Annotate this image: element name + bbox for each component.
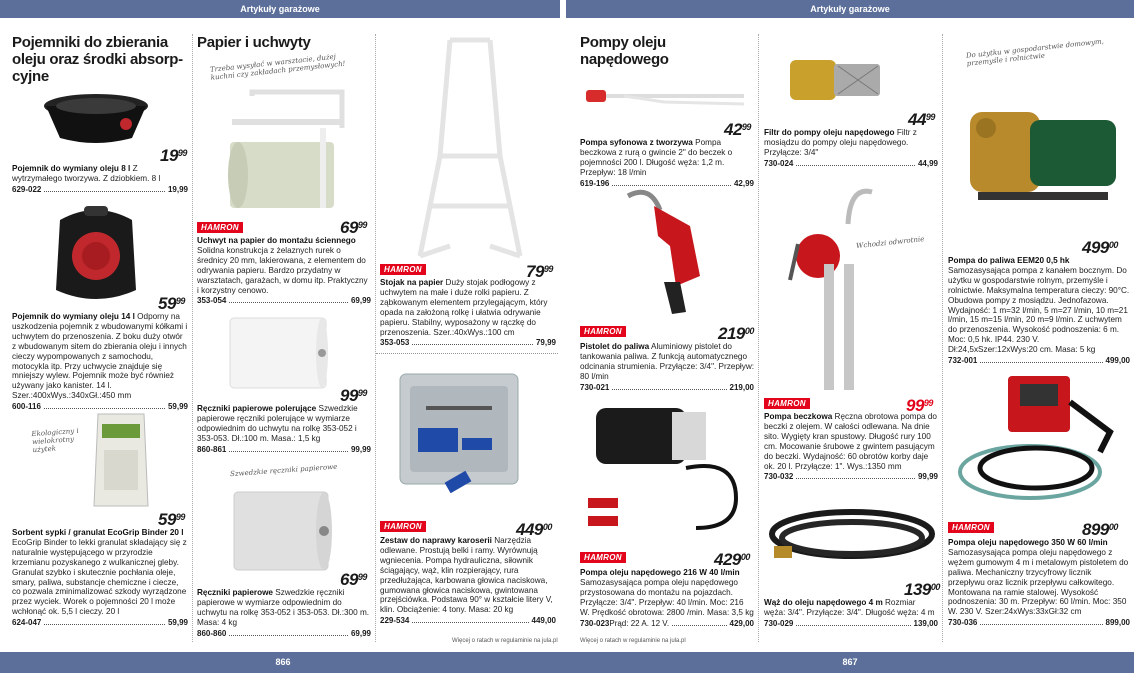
handwritten-note-paper: Trzeba wysyłać w warsztacie, dużej kuchni czy zakładach przemysłowych! <box>209 52 346 82</box>
product-p13 <box>764 412 938 482</box>
product-code-price: 429,00 <box>729 618 754 628</box>
product-name: Zestaw do naprawy karoserii <box>380 536 492 545</box>
brand-label: HAMRON <box>380 521 426 532</box>
product-code-price: 219,00 <box>729 382 754 392</box>
product-code-price: 69,99 <box>350 628 371 638</box>
brand-label: HAMRON <box>580 326 626 337</box>
sorbent-bag-image <box>92 410 150 510</box>
product-code: 730-023 <box>580 618 610 628</box>
product-name: Pistolet do paliwa <box>580 342 650 351</box>
price-p1: $19^{99}$ <box>160 146 187 165</box>
product-code: 619-196 <box>580 178 610 188</box>
column-divider <box>942 34 943 642</box>
product-description: Szwedzkie papierowe ręczniki polerujące w wymiarze odpowiednim do uchwytu na rolkę 353-052 i 353-053. Dł.:100 m. Masa.: 1,5 kg <box>197 404 358 443</box>
product-code: 730-024 <box>764 158 794 168</box>
product-name: Sorbent sypki / granulat EcoGrip Binder 20 l <box>12 528 184 537</box>
barrel-pump-image <box>788 184 888 394</box>
product-code-price: 449,00 <box>531 616 556 626</box>
product-name: Pompa syfonowa z tworzywa <box>580 138 693 147</box>
price-p3: $59^{99}$ <box>158 510 185 529</box>
product-description: Odporny na uszkodzenia pojemnik z wbudowanymi kółkami i uchwytem do przenoszenia. Z boku duży otwór z wbudowanym sitem do zbierania oleju i innych cieczy wypompowanych z samochodu, motocykla itp. Przy uchwycie znajduje się mniejszy wylew. Pojemnik może być również używany jako kanister. 14 l. Szer.:400xWys.:340xGł.:450 mm <box>12 312 188 401</box>
fuel-nozzle-image <box>620 186 710 316</box>
right-header-bar <box>566 0 1134 18</box>
brand-label: HAMRON <box>580 552 626 563</box>
product-code-price: 19,99 <box>167 184 188 194</box>
left-footer-bar <box>0 652 566 673</box>
right-footer-bar <box>566 652 1134 673</box>
price-p7: $79^{99}$ <box>526 262 553 281</box>
left-page-number: 866 <box>275 657 291 667</box>
oil-container-14l-image <box>46 200 146 308</box>
column-divider <box>192 34 193 642</box>
product-p11 <box>580 568 754 629</box>
diesel-pump-350w-image <box>950 372 1128 508</box>
section-title-paper: Papier i uchwyty <box>197 34 311 51</box>
product-code: 732-001 <box>948 356 978 366</box>
product-name: Pompa beczkowa <box>764 412 833 421</box>
product-name: Pompa oleju napędowego 216 W 40 l/min <box>580 568 740 577</box>
handwritten-note-pump: Wchodzi odwrotnie <box>855 235 925 251</box>
product-code-price: 42,99 <box>733 178 754 188</box>
handwritten-note-sorbent: Ekologiczny i wielokrotny użytek <box>31 426 79 455</box>
product-description: Pompa beczkowa z rurą o gwincie 2" do beczek o pojemności 200 l. Długość węża: 1,2 m. Przepływ: 18 l/min <box>580 138 733 177</box>
product-description: Samozasysająca pompa oleju napędowego przystosowana do montażu na pojazdach. Przyłącze: 3/4". Przepływ: 40 l/min. Moc: 216 W. Prędkość obrotowa: 2800 /min. Masa: 3,5 kg <box>580 577 754 617</box>
brand-label: HAMRON <box>948 522 994 533</box>
product-code-extra: Prąd: 22 A. 12 V. <box>609 618 670 628</box>
product-name: Pojemnik do wymiany oleju 8 l <box>12 164 131 173</box>
product-code: 860-860 <box>197 628 227 638</box>
product-p2 <box>12 312 188 412</box>
column-divider <box>758 34 759 642</box>
product-code-price: 79,99 <box>535 338 556 348</box>
oil-drain-pan-image <box>36 88 156 148</box>
product-description: Rozmiar węża: 3/4". Przyłącze: 3/4". Długość węża: 4 m <box>764 598 935 617</box>
section-title-containers: Pojemniki do zbierania oleju oraz środki absorp-cyjne <box>12 34 183 85</box>
price-p5: $99^{99}$ <box>340 386 367 405</box>
product-name: Uchwyt na papier do montażu ściennego <box>197 236 356 245</box>
siphon-pump-image <box>584 84 752 110</box>
product-description: Szwedzkie ręczniki papierowe w wymiarze odpowiednim do uchwytu na rolkę 353-052 i 353-053. Dł.:300 m. Masa: 4 kg <box>197 588 370 627</box>
product-code: 353-054 <box>197 296 227 306</box>
price-p16: $899^{00}$ <box>1082 520 1118 539</box>
product-code: 730-032 <box>764 472 794 482</box>
price-p9: $42^{99}$ <box>724 120 751 139</box>
paper-stand-image <box>410 36 530 262</box>
product-name: Filtr do pompy oleju napędowego <box>764 128 895 137</box>
polishing-towel-roll-image <box>220 316 330 390</box>
price-p6: $69^{99}$ <box>340 570 367 589</box>
fuel-pump-eem20-image <box>960 92 1126 204</box>
footer-note-left: Więcej o ratach w regulaminie na jula.pl <box>452 638 558 644</box>
product-code: 353-053 <box>380 338 410 348</box>
product-p1 <box>12 164 188 195</box>
product-code-price: 899,00 <box>1105 618 1130 628</box>
right-header-title: Artykuły garażowe <box>810 4 890 14</box>
product-p15 <box>948 256 1130 366</box>
left-header-bar <box>0 0 560 18</box>
product-name: Ręczniki papierowe polerujące <box>197 404 317 413</box>
handwritten-note-towel: Szwedzkie ręczniki papierowe <box>229 462 338 479</box>
product-description: Z wytrzymałego tworzywa. Z dziobkiem. 8 l <box>12 164 161 183</box>
brand-label: HAMRON <box>197 222 243 233</box>
handwritten-note-eem: Do użytku w gospodarstwie domowym, przemyśle i rolnictwie <box>965 37 1105 68</box>
wall-paper-holder-image <box>222 88 352 212</box>
product-description: Solidna konstrukcja z żelaznych rurek o średnicy 20 mm, lakierowana, z elementem do odrywania papieru. Bardzo przydatny w warsztatach, garażach, w domu itp. Praktyczny i korzystny cenowo. <box>197 245 368 295</box>
fuel-filter-image <box>788 52 882 108</box>
brand-label: HAMRON <box>764 398 810 409</box>
product-p4 <box>197 236 371 306</box>
product-description: Samozasysająca pompa oleju napędowego z wężem gumowym 4 m i metalowym pistoletem do paliwa. Mechaniczny trzycyfrowy licznik przepływu oraz licznik przepływu całkowitego. Montowana na ramie stalowej. Wysokość podnoszenia: 30 m. Przepływ: 60 l/min. Moc: 350 W. 230 V. Szer:24xWys:33xGł:32 cm <box>948 547 1129 617</box>
product-p3 <box>12 528 188 628</box>
price-p12: $44^{99}$ <box>908 110 935 129</box>
price-p13: $99^{99}$ <box>906 396 933 415</box>
product-code: 629-022 <box>12 184 42 194</box>
product-code: 229-534 <box>380 616 410 626</box>
price-p8: $449^{00}$ <box>516 520 552 539</box>
diesel-hose-image <box>766 502 938 572</box>
product-p12 <box>764 128 938 169</box>
price-p15: $499^{00}$ <box>1082 238 1118 257</box>
brand-label: HAMRON <box>380 264 426 275</box>
row-divider <box>376 353 558 354</box>
price-p2: $59^{99}$ <box>158 294 185 313</box>
column-divider <box>375 34 376 642</box>
product-description: Ręczna obrotowa pompa do beczki z olejem. W całości odlewana. Na dnie sito. Wygięty kran spustowy. Długość rury 100 cm. Mocowanie śrubowe z gwintem pasującym do beczki. Wydajność: 60 obrotów korby daje ok. 20 l. Przyłącze: 1". Wys.:1350 mm <box>764 412 937 471</box>
product-name: Pompa do paliwa EEM20 0,5 hk <box>948 256 1070 265</box>
product-code-price: 99,99 <box>917 472 938 482</box>
left-header-title: Artykuły garażowe <box>240 4 320 14</box>
footer-note-right: Więcej o ratach w regulaminie na jula.pl <box>580 638 686 644</box>
product-code: 730-036 <box>948 618 978 628</box>
product-name: Wąż do oleju napędowego 4 m <box>764 598 883 607</box>
product-p14 <box>764 598 938 629</box>
product-code-price: 99,99 <box>350 444 371 454</box>
product-name: Stojak na papier <box>380 278 444 287</box>
product-description: EcoGrip Binder to lekki granulat składający się z naturalnie występującego w przyrodzie krzemianu pozyskanego z wulkanicznej gleby. Granulat szybko i skutecznie pochłania oleje, smary, paliwa, substancje chemiczne i ciecze, co pozwala zminimalizować szkody wyrządzone przez wyciek. Worek o pojemności 20 l może wchłonąć ok. 5,5 l cieczy. 20 l <box>12 537 187 617</box>
product-p5 <box>197 404 371 455</box>
price-p11: $429^{00}$ <box>714 550 750 569</box>
right-page-number: 867 <box>842 657 858 667</box>
product-name: Pompa oleju napędowego 350 W 60 l/min <box>948 538 1108 547</box>
product-description: Aluminiowy pistolet do tankowania paliwa. Z funkcją automatycznego odcinania strumienia. Przyłącze: 3/4". Przepływ: 80 l/min <box>580 342 755 381</box>
product-description: Duży stojak podłogowy z uchwytem na małe i duże rolki papieru. Z ząbkowanym elementem przylegającym, który opada na założoną rolkę i ułatwia odrywanie papieru. Stabilny, wyposażony w rączkę do przenoszenia. Szer.:40xWys.:100 cm <box>380 278 548 337</box>
product-code-price: 59,99 <box>167 618 188 628</box>
product-p8 <box>380 536 556 626</box>
product-code-price: 139,00 <box>913 618 938 628</box>
product-name: Ręczniki papierowe <box>197 588 273 597</box>
product-name: Pojemnik do wymiany oleju 14 l <box>12 312 135 321</box>
product-p10 <box>580 342 754 393</box>
price-p14: $139^{00}$ <box>904 580 940 599</box>
product-p16 <box>948 538 1130 628</box>
product-code-price: 499,00 <box>1105 356 1130 366</box>
diesel-pump-216w-image <box>586 398 750 538</box>
paper-towel-roll-image <box>226 488 336 574</box>
product-description: Narzędzia odlewane. Prostują belki i ramy. Wyrównują wgniecenia. Pompa hydrauliczna, siłownik ściągający, wąż, klin rozpierający, rura przedłużająca, karbowana głowica naciskowa, gumowana głowica naciskowa, gwintowana przejściówka. Podstawa 90° w kształcie litery V, klin. Obciążenie: 4 tony. Masa: 20 kg <box>380 536 553 615</box>
product-p9 <box>580 138 754 189</box>
product-code: 860-861 <box>197 444 227 454</box>
section-title-pumps: Pompy oleju napędowego <box>580 34 669 68</box>
price-p10: $219^{00}$ <box>718 324 754 343</box>
product-code: 730-021 <box>580 382 610 392</box>
product-p6 <box>197 588 371 639</box>
product-p7 <box>380 278 556 348</box>
product-code-price: 59,99 <box>167 402 188 412</box>
product-code: 624-047 <box>12 618 42 628</box>
product-description: Samozasysająca pompa z kanałem bocznym. Do użytku w gospodarstwie rolnym, przemyśle i rolnictwie. Maksymalna temperatura cieczy: 90°C. Obudowa pompy z mosiądzu. Jednofazowa. Wydajność: 1 m=32 l/min, 5 m=27 l/min, 10 m=21 l/min, 15 m=15 l/min, 20 m=9 l/min. Z uchwytem do przenoszenia. Wysokość podnoszenia: 6 m. Moc: 0,5 hk. IP44. 230 V. Dł:24,5xSzer:12xWys:20 cm. Masa: 5 kg <box>948 265 1130 355</box>
product-code-price: 44,99 <box>917 158 938 168</box>
product-code: 600-116 <box>12 402 41 412</box>
price-p4: $69^{99}$ <box>340 218 367 237</box>
product-code-price: 69,99 <box>350 296 371 306</box>
product-description: Filtr z mosiądzu do pompy oleju napędowego. Przyłącze: 3/4" <box>764 128 917 157</box>
product-code: 730-029 <box>764 618 794 628</box>
body-repair-kit-image <box>396 368 522 516</box>
